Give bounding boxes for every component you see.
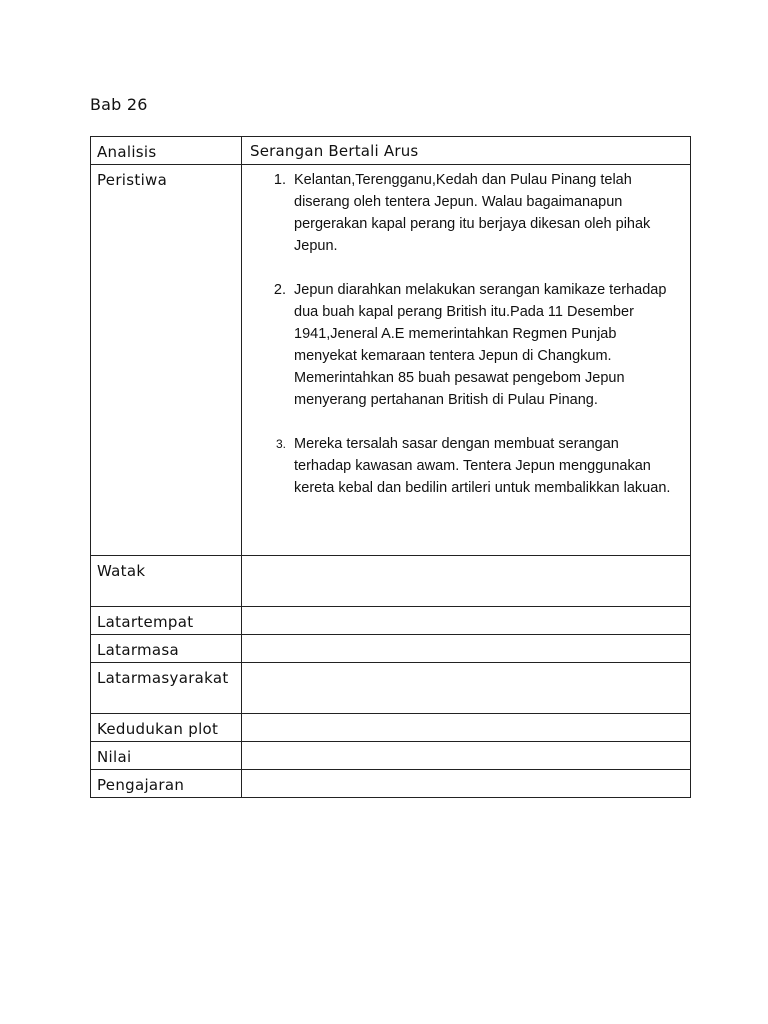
latartempat-value xyxy=(242,607,690,610)
nilai-label-cell xyxy=(91,742,242,770)
latarmasyarakat-label: Latarmasyarakat xyxy=(97,669,229,687)
watak-value xyxy=(242,556,690,559)
peristiwa-label: Peristiwa xyxy=(97,171,168,189)
latarmasyarakat-label-cell xyxy=(91,663,242,714)
page-heading: Bab 26 xyxy=(90,95,148,114)
header-label: Analisis xyxy=(97,143,157,161)
event-number: 3. xyxy=(275,437,286,451)
event-text: Kelantan,Terengganu,Kedah dan Pulau Pinang telah diserang oleh tentera Jepun. Walau bagaimanapun pergerakan kapal perang itu berjaya dikesan oleh pihak Jepun. xyxy=(294,172,651,254)
event-number: 1. xyxy=(273,172,286,188)
peristiwa-label-cell xyxy=(91,165,242,556)
kedudukan-plot-value xyxy=(242,714,690,717)
latartempat-label: Latartempat xyxy=(97,613,194,631)
pengajaran-value xyxy=(242,770,690,773)
table-header-row xyxy=(91,137,691,165)
peristiwa-content-cell xyxy=(242,165,691,556)
table-row-pengajaran xyxy=(91,770,691,798)
event-list xyxy=(242,165,690,513)
event-item xyxy=(262,433,678,499)
latarmasa-label: Latarmasa xyxy=(97,641,180,659)
table-row-peristiwa xyxy=(91,165,691,556)
kedudukan-plot-label-cell xyxy=(91,714,242,742)
table-row-latarmasyarakat xyxy=(91,663,691,714)
nilai-value xyxy=(242,742,690,745)
latarmasa-label-cell xyxy=(91,635,242,663)
nilai-label: Nilai xyxy=(97,748,132,766)
event-text: Mereka tersalah sasar dengan membuat serangan terhadap kawasan awam. Tentera Jepun menggunakan kereta kebal dan bedilin artileri untuk membalikkan lakuan. xyxy=(294,436,671,496)
header-title-cell xyxy=(242,137,691,165)
event-item xyxy=(262,279,678,411)
event-text: Jepun diarahkan melakukan serangan kamikaze terhadap dua buah kapal perang British itu.Pada 11 Desember 1941,Jeneral A.E memerintahkan Regmen Punjab menyekat kemaraan tentera Jepun di Changkum. Memerintahkan 85 buah pesawat pengebom Jepun menyerang pertahanan British di Pulau Pinang. xyxy=(294,282,667,408)
table-row-nilai xyxy=(91,742,691,770)
header-label-cell xyxy=(91,137,242,165)
table-row-watak xyxy=(91,556,691,607)
latarmasa-value xyxy=(242,635,690,638)
latarmasyarakat-value-cell xyxy=(242,663,691,714)
table-row-kedudukan-plot xyxy=(91,714,691,742)
latarmasyarakat-value xyxy=(242,663,690,666)
table-row-latartempat xyxy=(91,607,691,635)
latartempat-label-cell xyxy=(91,607,242,635)
story-title: Serangan Bertali Arus xyxy=(250,142,419,160)
pengajaran-label: Pengajaran xyxy=(97,776,185,794)
watak-value-cell xyxy=(242,556,691,607)
watak-label: Watak xyxy=(97,562,146,580)
latartempat-value-cell xyxy=(242,607,691,635)
latarmasa-value-cell xyxy=(242,635,691,663)
nilai-value-cell xyxy=(242,742,691,770)
event-item xyxy=(262,169,678,257)
pengajaran-value-cell xyxy=(242,770,691,798)
kedudukan-plot-value-cell xyxy=(242,714,691,742)
table-row-latarmasa xyxy=(91,635,691,663)
analysis-table xyxy=(90,136,691,798)
pengajaran-label-cell xyxy=(91,770,242,798)
event-number: 2. xyxy=(273,282,286,298)
kedudukan-plot-label: Kedudukan plot xyxy=(97,720,219,738)
watak-label-cell xyxy=(91,556,242,607)
